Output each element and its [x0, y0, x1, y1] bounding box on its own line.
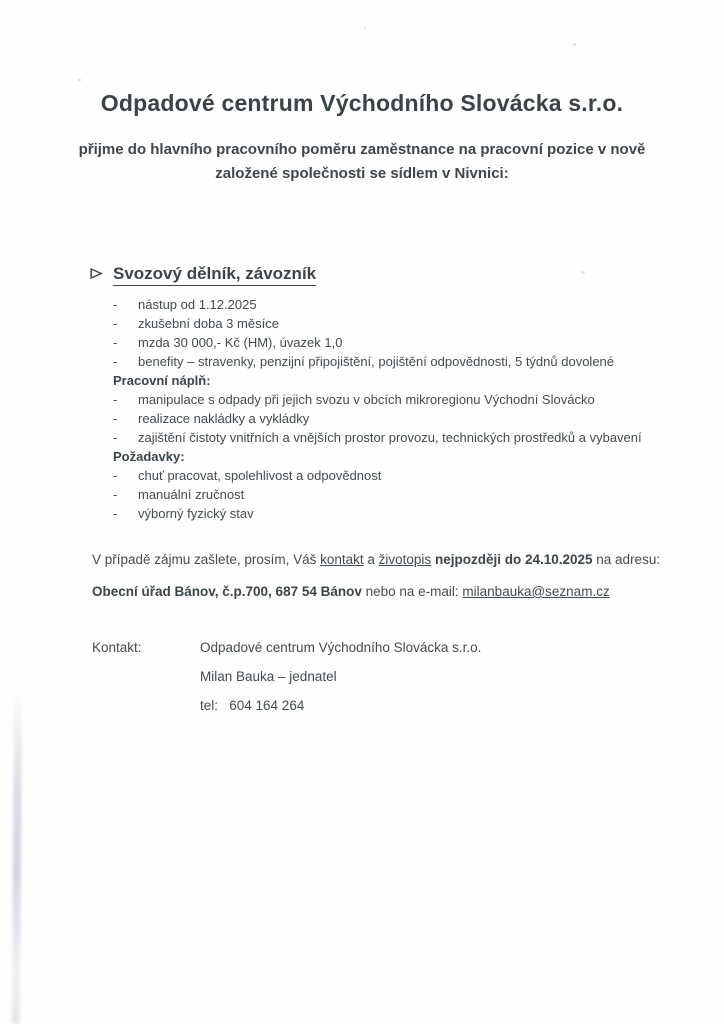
job-term-item [90, 352, 694, 371]
requirement-item [90, 504, 694, 523]
job-heading-row [90, 263, 694, 286]
duty-item [90, 428, 694, 447]
subtitle-line-1: přijme do hlavního pracovního poměru zaměstnance na pracovní pozice v nově [78, 141, 646, 158]
duty-item [90, 390, 694, 409]
job-section [90, 263, 694, 523]
contact-phone: tel: 604 164 264 [200, 698, 305, 713]
job-term-text: zkušební doba 3 měsíce [138, 316, 279, 331]
contact-company: Odpadové centrum Východního Slovácka s.r.o. [200, 640, 482, 655]
dash-bullet: - [113, 335, 118, 350]
dash-bullet: - [113, 354, 118, 369]
duties-label: Pracovní náplň: [113, 373, 211, 388]
job-title: Svozový dělník, závozník [113, 263, 316, 286]
job-term-item [90, 295, 694, 314]
scan-speck [78, 79, 81, 81]
apply-text: na adresu: [592, 552, 661, 567]
duty-item [90, 409, 694, 428]
scan-speck [364, 27, 366, 29]
requirement-text: výborný fyzický stav [138, 506, 254, 521]
job-terms-list [90, 295, 694, 523]
requirement-item [90, 466, 694, 485]
arrow-bullet-icon [90, 267, 103, 280]
dash-bullet: - [113, 411, 118, 426]
email-address: milanbauka@seznam.cz [462, 584, 610, 599]
apply-deadline: nejpozději do 24.10.2025 [434, 552, 593, 567]
dash-bullet: - [113, 506, 118, 521]
duty-text: realizace nakládky a vykládky [138, 411, 310, 426]
apply-instructions-paragraph [92, 551, 704, 569]
job-term-item [90, 333, 694, 352]
contact-spacer [92, 697, 200, 714]
duty-text: manipulace s odpady při jejich svozu v obcích mikroregionu Východní Slovácko [138, 392, 595, 407]
dash-bullet: - [113, 316, 118, 331]
scan-fold-streak [12, 688, 22, 1024]
dash-bullet: - [113, 468, 118, 483]
requirement-text: chuť pracovat, spolehlivost a odpovědnost [138, 468, 382, 483]
apply-underlined-zivotopis: životopis [378, 552, 432, 567]
job-term-text: benefity – stravenky, penzijní připojištění, pojištění odpovědnosti, 5 týdnů dovolené [138, 354, 615, 369]
contact-spacer [92, 668, 200, 685]
apply-text: nebo na e-mail: [361, 584, 463, 599]
dash-bullet: - [113, 487, 118, 502]
contact-label: Kontakt: [92, 640, 142, 655]
job-term-text: mzda 30 000,- Kč (HM), úvazek 1,0 [138, 335, 343, 350]
job-term-item [90, 314, 694, 333]
dash-bullet: - [113, 430, 118, 445]
requirement-item [90, 485, 694, 504]
apply-text: a [363, 552, 379, 567]
apply-underlined-kontakt: kontakt [320, 552, 364, 567]
job-term-text: nástup od 1.12.2025 [138, 297, 257, 312]
contact-block [92, 639, 481, 714]
dash-bullet: - [113, 392, 118, 407]
scan-speck [573, 43, 576, 46]
requirements-label: Požadavky: [113, 449, 185, 464]
subtitle-line-2: založené společnosti se sídlem v Nivnici: [215, 165, 509, 182]
page-subtitle [62, 138, 662, 186]
page-title: Odpadové centrum Východního Slovácka s.r.o. [100, 90, 624, 116]
apply-address-paragraph [92, 583, 704, 601]
apply-text: V případě zájmu zašlete, prosím, Váš [92, 552, 321, 567]
requirement-text: manuální zručnost [138, 487, 245, 502]
duty-text: zajištění čistoty vnitřních a vnějších prostor provozu, technických prostředků a vybavení [138, 430, 642, 445]
postal-address: Obecní úřad Bánov, č.p.700, 687 54 Bánov [92, 584, 362, 599]
contact-person: Milan Bauka – jednatel [200, 669, 337, 684]
dash-bullet: - [113, 297, 118, 312]
